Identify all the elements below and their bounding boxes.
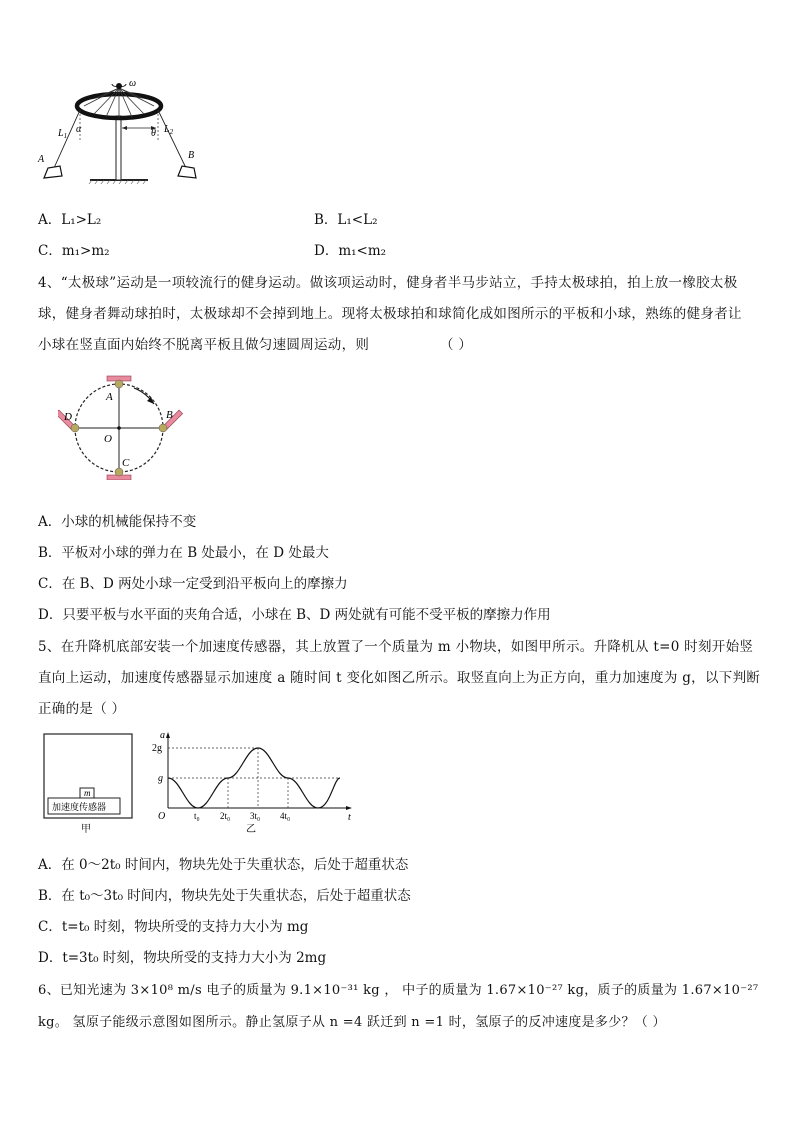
ytick-g: g xyxy=(158,773,163,784)
omega-label: ω xyxy=(129,78,137,89)
q4-option-b: B．平板对小球的弹力在 B 处最小，在 D 处最大 xyxy=(38,545,329,561)
svg-text:L2 xyxy=(163,124,174,136)
q5-option-b: B．在 t₀～3t₀ 时间内，物块先处于失重状态，后处于超重状态 xyxy=(38,888,411,904)
q5-text-line1: 5、在升降机底部安装一个加速度传感器，其上放置了一个质量为 m 小物块，如图甲所示。升降机从 t=0 时刻开始竖 xyxy=(38,639,754,655)
point-D-label: D xyxy=(64,411,72,423)
q3-option-b: B．L₁<L₂ xyxy=(314,212,378,228)
alpha-label: α xyxy=(76,124,82,135)
center-O-label: O xyxy=(104,433,112,445)
q5-text-line2: 直向上运动，加速度传感器显示加速度 a 随时间 t 变化如图乙所示。取竖直向上为正方向，重力加速度为 g，以下判断 xyxy=(38,670,761,686)
q6-text-line1: 6、已知光速为 3×10⁸ m/s 电子的质量为 9.1×10⁻³¹ kg ， 中子的质量为 1.67×10⁻²⁷ kg，质子的质量为 1.67×10⁻²⁷ xyxy=(38,983,759,998)
L2-sub: 2 xyxy=(169,128,174,136)
theta-label: θ xyxy=(151,128,156,139)
q5-option-a: A．在 0～2t₀ 时间内，物块先处于失重状态，后处于超重状态 xyxy=(38,857,409,873)
xtick-3t0: 3t₀ xyxy=(250,811,261,821)
q6-text-line2: kg。 氢原子能级示意图如图所示。静止氢原子从 n =4 跃迁到 n =1 时，氢原子的反冲速度是多少？（ ） xyxy=(38,1015,666,1030)
q5-text-line3: 正确的是（ ） xyxy=(38,701,126,717)
axis-a-label: a xyxy=(160,730,165,741)
figure-elevator-jia xyxy=(40,730,140,836)
ytick-2g: 2g xyxy=(152,743,162,754)
point-C-label: C xyxy=(122,457,130,469)
mass-B-label: B xyxy=(188,150,195,161)
figure-yi-caption: 乙 xyxy=(246,824,256,835)
q3-option-c: C．m₁>m₂ xyxy=(38,243,110,259)
figure-circular-motion xyxy=(58,370,188,480)
block-m-label: m xyxy=(84,788,91,798)
q4-option-c: C．在 B、D 两处小球一定受到沿平板向上的摩擦力 xyxy=(38,576,348,592)
sensor-label: 加速度传感器 xyxy=(52,802,107,812)
q4-text-line3: 小球在竖直面内始终不脱离平板且做匀速圆周运动，则 xyxy=(38,337,370,353)
svg-text:L1 xyxy=(57,128,67,140)
axis-t-label: t xyxy=(348,812,351,823)
xtick-2t0: 2t₀ xyxy=(220,811,231,821)
q4-text-line2: 球，健身者舞动球拍时，太极球却不会掉到地上。现将太极球拍和球简化成如图所示的平板和小球，熟练的健身者让 xyxy=(38,306,742,322)
L2-label: L xyxy=(164,124,170,135)
figure-rotating-ring xyxy=(36,76,206,188)
q3-option-a: A．L₁>L₂ xyxy=(38,212,102,228)
point-A-label: A xyxy=(106,391,113,403)
q5-option-d: D．t=3t₀ 时刻，物块所受的支持力大小为 2mg xyxy=(38,950,327,966)
mass-A-label: A xyxy=(38,154,45,165)
L1-sub: 1 xyxy=(63,132,68,140)
figure-acceleration-graph-yi xyxy=(150,728,360,836)
q4-text-line1: 4、“太极球”运动是一项较流行的健身运动。做该项运动时，健身者半马步站立，手持太极球拍，拍上放一橡胶太极 xyxy=(38,275,738,291)
q4-option-d: D．只要平板与水平面的夹角合适，小球在 B、D 两处就有可能不受平板的摩擦力作用 xyxy=(38,607,551,623)
figure-jia-caption: 甲 xyxy=(81,824,91,835)
q5-option-c: C．t=t₀ 时刻，物块所受的支持力大小为 mg xyxy=(38,919,309,935)
xtick-4t0: 4t₀ xyxy=(280,811,291,821)
q4-answer-bracket: （ ） xyxy=(440,337,473,353)
L1-label: L xyxy=(58,128,64,139)
q3-option-d: D．m₁<m₂ xyxy=(314,243,387,259)
origin-label: O xyxy=(158,811,166,822)
xtick-t0: t₀ xyxy=(194,811,200,821)
q4-option-a: A．小球的机械能保持不变 xyxy=(38,514,197,530)
point-B-label: B xyxy=(166,409,173,421)
